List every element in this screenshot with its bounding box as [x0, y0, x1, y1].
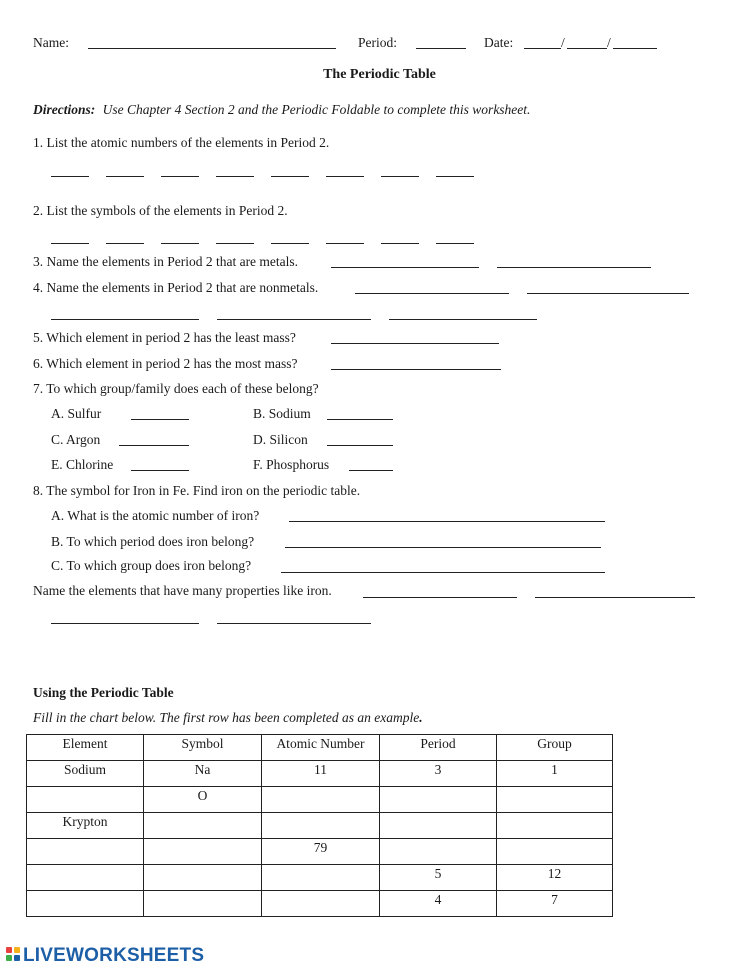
date-separator: / — [607, 35, 611, 50]
column-header: Atomic Number — [262, 735, 380, 761]
table-row — [27, 865, 613, 891]
logo-square — [14, 947, 20, 953]
date-day-field[interactable] — [567, 48, 607, 49]
logo-square — [6, 947, 12, 953]
answer-blank[interactable] — [161, 243, 199, 244]
logo-mark-icon — [6, 947, 21, 962]
period-field[interactable] — [416, 48, 466, 49]
question-5: 5. Which element in period 2 has the least mass? — [33, 330, 296, 345]
answer-blank[interactable] — [289, 521, 605, 522]
question-8: 8. The symbol for Iron in Fe. Find iron on the periodic table. — [33, 483, 361, 498]
table-row — [27, 839, 613, 865]
section-instructions — [33, 710, 423, 726]
answer-blank[interactable] — [119, 445, 189, 446]
table-row — [27, 813, 613, 839]
logo-text: LIVEWORKSHEETS — [23, 945, 205, 966]
answer-blank[interactable] — [326, 243, 364, 244]
question-2: 2. List the symbols of the elements in Period 2. — [33, 203, 288, 218]
answer-blank[interactable] — [216, 176, 254, 177]
answer-blank[interactable] — [285, 547, 601, 548]
question-7e: E. Chlorine — [51, 457, 114, 472]
question-8c: C. To which group does iron belong? — [51, 558, 252, 573]
table-row — [27, 787, 613, 813]
table-cell[interactable] — [27, 891, 144, 917]
table-cell: Na — [144, 761, 262, 787]
table-cell[interactable] — [144, 813, 262, 839]
column-header: Element — [27, 735, 144, 761]
answer-blank[interactable] — [106, 176, 144, 177]
table-cell[interactable] — [27, 865, 144, 891]
date-label: Date: — [484, 35, 514, 50]
page-title: The Periodic Table — [323, 67, 436, 82]
table-cell[interactable] — [380, 787, 497, 813]
question-6: 6. Which element in period 2 has the most mass? — [33, 356, 298, 371]
question-7f: F. Phosphorus — [253, 457, 330, 472]
element-chart — [26, 734, 613, 917]
answer-blank[interactable] — [349, 470, 393, 471]
answer-blank[interactable] — [281, 572, 605, 573]
table-row — [27, 891, 613, 917]
table-cell[interactable] — [144, 865, 262, 891]
table-header-row — [27, 735, 613, 761]
instructions-end: . — [419, 710, 423, 725]
table-cell[interactable] — [144, 839, 262, 865]
instructions-text: Fill in the chart below. The first row has been completed as an example — [33, 710, 420, 725]
table-cell: 1 — [497, 761, 613, 787]
table-cell[interactable] — [497, 813, 613, 839]
logo-square — [6, 955, 12, 961]
section-title: Using the Periodic Table — [33, 685, 174, 700]
answer-blank[interactable] — [216, 243, 254, 244]
table-cell: 7 — [497, 891, 613, 917]
answer-blank[interactable] — [497, 267, 651, 268]
answer-blank[interactable] — [331, 369, 501, 370]
table-row — [27, 761, 613, 787]
table-cell[interactable] — [262, 787, 380, 813]
date-month-field[interactable] — [524, 48, 561, 49]
answer-blank[interactable] — [355, 293, 509, 294]
table-cell[interactable] — [380, 839, 497, 865]
answer-blank[interactable] — [389, 319, 537, 320]
date-separator: / — [561, 35, 565, 50]
table-cell[interactable] — [262, 865, 380, 891]
answer-blank[interactable] — [271, 243, 309, 244]
question-7d: D. Silicon — [253, 432, 308, 447]
table-cell: 3 — [380, 761, 497, 787]
answer-blank[interactable] — [527, 293, 689, 294]
directions — [33, 102, 530, 118]
period-label: Period: — [358, 35, 397, 50]
answer-blank[interactable] — [363, 597, 517, 598]
answer-blank[interactable] — [326, 176, 364, 177]
answer-blank[interactable] — [331, 343, 499, 344]
answer-blank[interactable] — [131, 470, 189, 471]
table-cell: 12 — [497, 865, 613, 891]
answer-blank[interactable] — [51, 243, 89, 244]
table-cell[interactable] — [497, 839, 613, 865]
table-cell[interactable] — [380, 813, 497, 839]
answer-blank[interactable] — [436, 176, 474, 177]
table-cell: O — [144, 787, 262, 813]
answer-blank[interactable] — [436, 243, 474, 244]
question-7b: B. Sodium — [253, 406, 311, 421]
name-field[interactable] — [88, 48, 336, 49]
logo-square — [14, 955, 20, 961]
answer-blank[interactable] — [327, 419, 393, 420]
table-cell[interactable] — [497, 787, 613, 813]
answer-blank[interactable] — [106, 243, 144, 244]
answer-blank[interactable] — [327, 445, 393, 446]
answer-blank[interactable] — [51, 319, 199, 320]
answer-blank[interactable] — [131, 419, 189, 420]
answer-blank[interactable] — [381, 176, 419, 177]
column-header: Symbol — [144, 735, 262, 761]
directions-label: Directions: — [33, 102, 96, 117]
table-cell[interactable] — [144, 891, 262, 917]
table-cell[interactable] — [262, 891, 380, 917]
table-cell: 4 — [380, 891, 497, 917]
table-cell[interactable] — [27, 839, 144, 865]
table-cell[interactable] — [27, 787, 144, 813]
liveworksheets-logo[interactable] — [6, 945, 204, 967]
answer-blank[interactable] — [381, 243, 419, 244]
answer-blank[interactable] — [217, 319, 371, 320]
table-cell: 11 — [262, 761, 380, 787]
question-7: 7. To which group/family does each of these belong? — [33, 381, 319, 396]
table-cell: 79 — [262, 839, 380, 865]
question-7c: C. Argon — [51, 432, 101, 447]
answer-blank[interactable] — [535, 597, 695, 598]
question-1: 1. List the atomic numbers of the elements in Period 2. — [33, 135, 330, 150]
question-9: Name the elements that have many properties like iron. — [33, 583, 332, 598]
table-cell[interactable] — [262, 813, 380, 839]
table-cell: Sodium — [27, 761, 144, 787]
answer-blank[interactable] — [161, 176, 199, 177]
date-year-field[interactable] — [613, 48, 657, 49]
question-8b: B. To which period does iron belong? — [51, 534, 255, 549]
question-8a: A. What is the atomic number of iron? — [51, 508, 260, 523]
answer-blank[interactable] — [51, 623, 199, 624]
question-4: 4. Name the elements in Period 2 that are nonmetals. — [33, 280, 319, 295]
name-label: Name: — [33, 35, 69, 50]
answer-blank[interactable] — [51, 176, 89, 177]
column-header: Group — [497, 735, 613, 761]
answer-blank[interactable] — [331, 267, 479, 268]
question-7a: A. Sulfur — [51, 406, 102, 421]
column-header: Period — [380, 735, 497, 761]
table-cell: Krypton — [27, 813, 144, 839]
directions-text: Use Chapter 4 Section 2 and the Periodic Foldable to complete this worksheet. — [102, 102, 531, 117]
question-3: 3. Name the elements in Period 2 that are metals. — [33, 254, 299, 269]
table-cell: 5 — [380, 865, 497, 891]
answer-blank[interactable] — [271, 176, 309, 177]
answer-blank[interactable] — [217, 623, 371, 624]
